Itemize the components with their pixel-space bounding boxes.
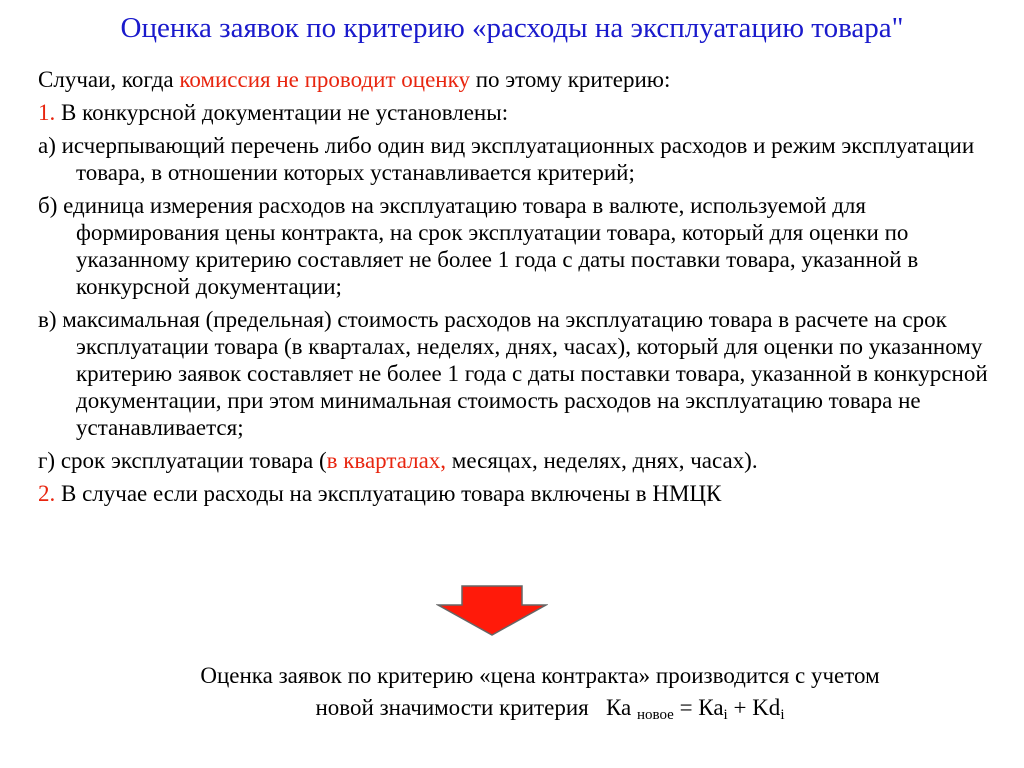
conclusion-line-2-text: новой значимости критерия (315, 695, 589, 720)
down-arrow-icon (436, 585, 548, 637)
list-item-a: а) исчерпывающий перечень либо один вид эксплуатационных расходов и режим эксплуатации товара, в отношении которых устанавливается критерий; (38, 133, 975, 185)
intro-prefix: Случаи, когда (38, 67, 180, 92)
list-item-b: б) единица измерения расходов на эксплуатацию товара в валюте, используемой для формирования цены контракта, на срок эксплуатации товара, который для оценки по указанному критерию составляет не более 1 года с даты поставки товара, указанной в конкурсной документации; (38, 193, 919, 299)
point-2-text: В случае если расходы на эксплуатацию товара включены в НМЦК (55, 481, 722, 506)
item-g-suffix: месяцах, неделях, днях, часах). (446, 448, 758, 473)
slide-body (38, 66, 998, 513)
list-item-g (38, 447, 998, 474)
conclusion-line-1: Оценка заявок по критерию «цена контракта» производится с учетом (200, 663, 880, 688)
conclusion-text (60, 660, 1020, 724)
formula-sub-i-2: i (780, 707, 785, 723)
formula-eq: = Ка (679, 695, 724, 720)
formula-sub-i-1: i (723, 707, 728, 723)
conclusion-line-2 (60, 692, 1020, 724)
point-2-number: 2. (38, 481, 56, 506)
point-1 (38, 99, 998, 126)
intro-line (38, 66, 998, 93)
point-2 (38, 480, 998, 507)
formula-ka-sub: новое (636, 707, 674, 723)
intro-highlight: комиссия не проводит оценку (179, 67, 470, 92)
list-item-v: в) максимальная (предельная) стоимость расходов на эксплуатацию товара в расчете на срок эксплуатации товара (в кварталах, неделях, днях, часах), который для оценки по указанному критерию заявок составляет не более 1 года с даты поставки товара, указанной в конкурсной документации, при этом минимальная стоимость расходов на эксплуатацию товара не устанавливается; (38, 307, 988, 440)
intro-suffix: по этому критерию: (469, 67, 671, 92)
formula-ka: Ка (605, 695, 632, 720)
slide-title: Оценка заявок по критерию «расходы на эксплуатацию товара" (120, 12, 904, 44)
item-g-highlight: в кварталах, (326, 448, 447, 473)
point-1-text: В конкурсной документации не установлены: (55, 100, 509, 125)
point-1-number: 1. (38, 100, 56, 125)
formula-plus: + Kd (733, 695, 781, 720)
item-g-prefix: г) срок эксплуатации товара ( (38, 448, 327, 473)
